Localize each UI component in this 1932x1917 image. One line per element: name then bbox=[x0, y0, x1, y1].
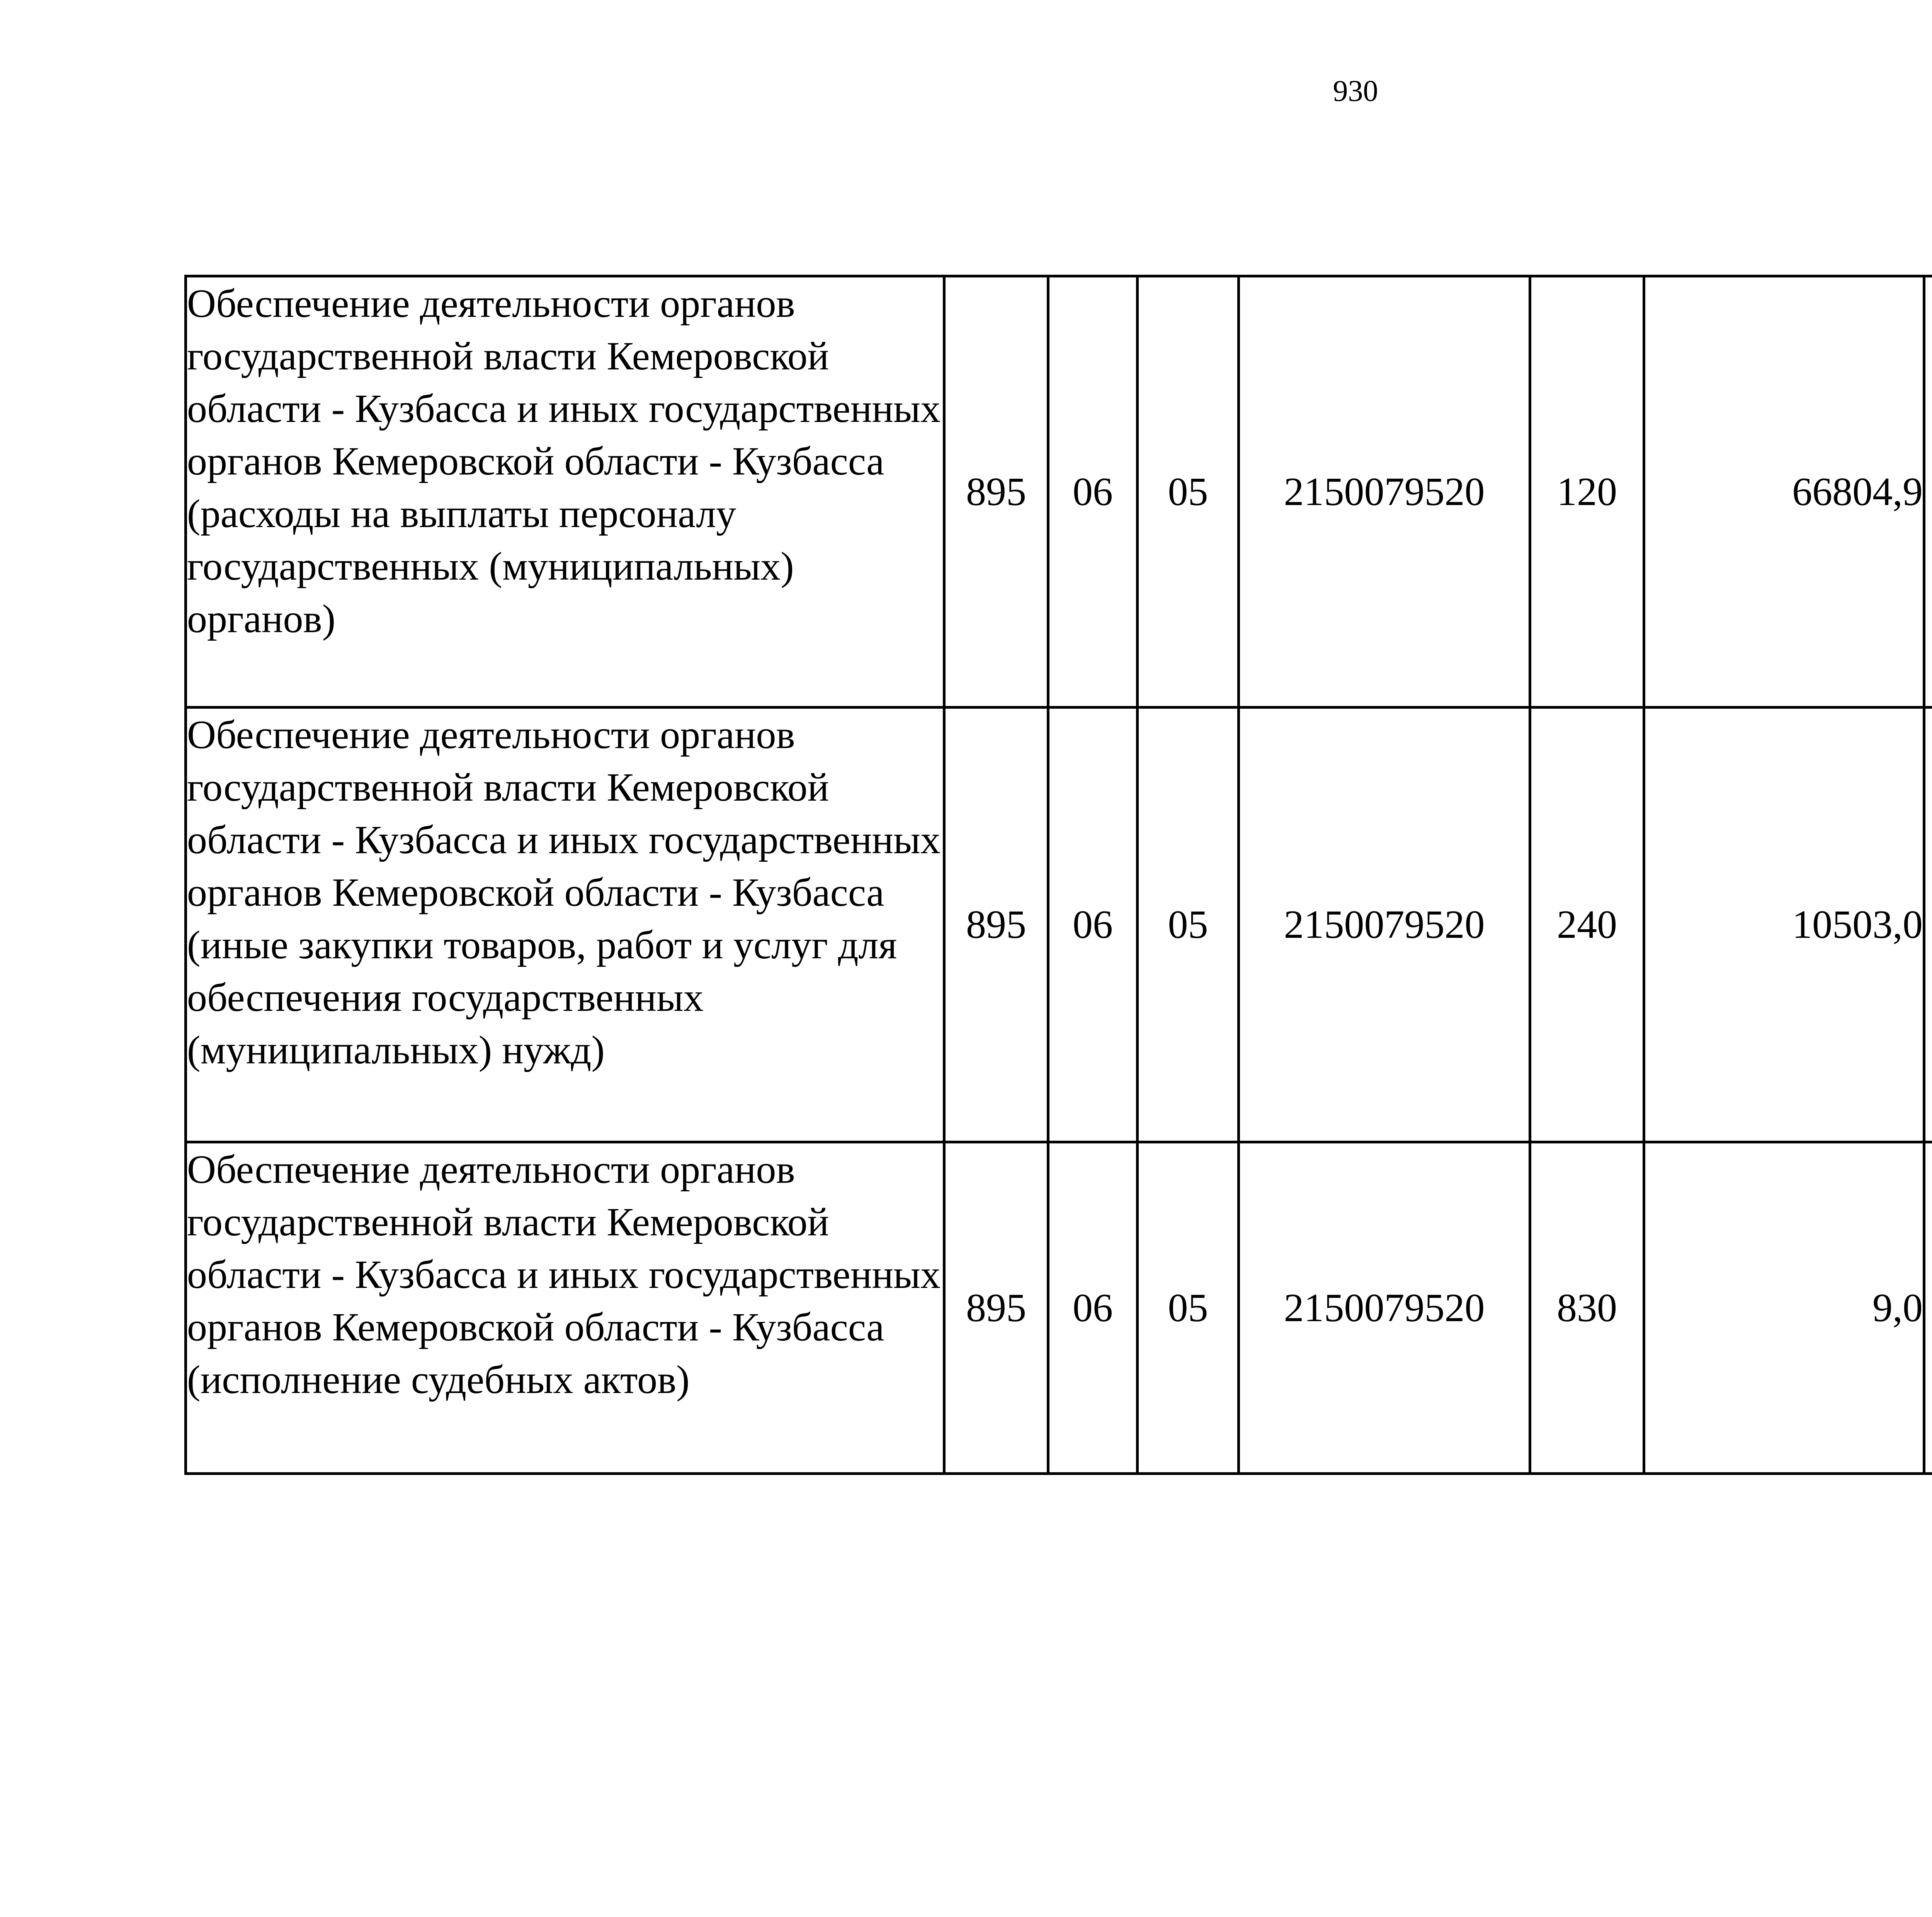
target-article-code: 2150079520 bbox=[1239, 1142, 1530, 1474]
subsection-code: 05 bbox=[1138, 1142, 1239, 1474]
subsection-code: 05 bbox=[1138, 276, 1239, 708]
target-article-code: 2150079520 bbox=[1239, 708, 1530, 1142]
amount-2 bbox=[1924, 708, 1932, 1142]
row-description: Обеспечение деятельности органов государственной власти Кемеровской области - Кузбасса и иных государственных органов Кемеровской области - Кузбасса (иные закупки товаров, работ и услуг для обеспечения государственных (муниципальных) нужд) bbox=[186, 708, 944, 1142]
section-code: 06 bbox=[1048, 1142, 1138, 1474]
amount-1: 10503,0 bbox=[1644, 708, 1924, 1142]
table-row bbox=[186, 1142, 1932, 1474]
amount-1: 66804,9 bbox=[1644, 276, 1924, 708]
expense-type-code: 240 bbox=[1530, 708, 1644, 1142]
ministry-code: 895 bbox=[944, 276, 1048, 708]
ministry-code: 895 bbox=[944, 708, 1048, 1142]
section-code: 06 bbox=[1048, 708, 1138, 1142]
amount-1: 9,0 bbox=[1644, 1142, 1924, 1474]
budget-table bbox=[184, 275, 1932, 1475]
table-row bbox=[186, 708, 1932, 1142]
target-article-code: 2150079520 bbox=[1239, 276, 1530, 708]
section-code: 06 bbox=[1048, 276, 1138, 708]
table-row bbox=[186, 276, 1932, 708]
page-number: 930 bbox=[1333, 74, 1378, 107]
expense-type-code: 830 bbox=[1530, 1142, 1644, 1474]
ministry-code: 895 bbox=[944, 1142, 1048, 1474]
amount-2 bbox=[1924, 276, 1932, 708]
row-description: Обеспечение деятельности органов государственной власти Кемеровской области - Кузбасса и иных государственных органов Кемеровской области - Кузбасса (расходы на выплаты персоналу государственных (муниципальных) органов) bbox=[186, 276, 944, 708]
amount-2 bbox=[1924, 1142, 1932, 1474]
row-description: Обеспечение деятельности органов государственной власти Кемеровской области - Кузбасса и иных государственных органов Кемеровской области - Кузбасса (исполнение судебных актов) bbox=[186, 1142, 944, 1474]
subsection-code: 05 bbox=[1138, 708, 1239, 1142]
expense-type-code: 120 bbox=[1530, 276, 1644, 708]
